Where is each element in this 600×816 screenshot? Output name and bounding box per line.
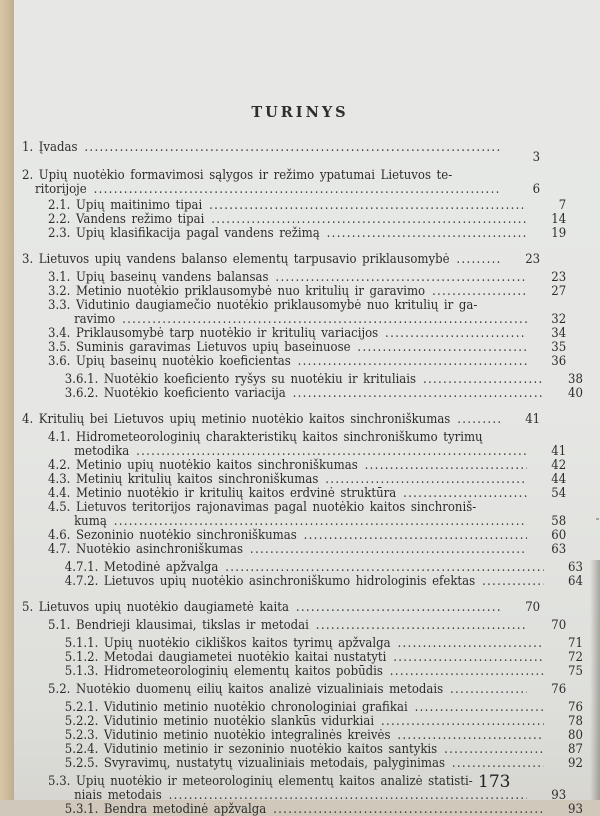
toc-entry-number: 3. [22,252,34,266]
toc-entry-5-2-4[interactable] [22,742,587,756]
toc-entry-number: 5.2.1. [64,700,99,714]
toc-entry-title: Bendrieji klausimai, tikslas ir metodai [75,618,309,632]
toc-entry-5-2-1[interactable] [22,700,587,714]
toc-entry-page: 78 [568,713,583,728]
toc-entry-title: Sezoninio nuotėkio sinchroniškumas [75,528,297,542]
toc-entry-4-5[interactable] [22,500,570,528]
toc-entry-number: 3.6.1. [64,372,99,386]
toc-entry-title: Upių baseinų nuotėkio koeficientas [75,354,291,368]
toc-entry-number: 2.3. [48,226,71,240]
toc-entry-number: 5.3.1. [64,802,99,816]
toc-entry-3-6-1[interactable] [22,372,587,386]
toc-entry-title-cont: kumą ..... [74,514,527,528]
toc-entry-number: 5.2.2. [64,714,99,728]
toc-entry-title: Metinių kritulių kaitos sinchroniškumas [75,472,319,486]
toc-entry-number: 4. [22,412,34,426]
toc-entry-number: 5. [22,600,34,614]
toc-entry-title: Upių nuotėkio ir meteorologinių elementų kaitos analizė statisti- [75,773,473,788]
toc-entry-title: Nuotėkio koeficiento variacija [103,386,286,400]
toc-entry-number: 3.4. [48,326,71,340]
table-of-contents [22,140,583,816]
toc-entry-title: Nuotėkio duomenų eilių kaitos analizė vizualiniais metodais [75,682,444,696]
toc-entry-4[interactable] [22,412,544,426]
toc-entry-5-2-2[interactable] [22,714,587,728]
toc-entry-title: Upių nuotėkio formavimosi sąlygos ir režimo ypatumai Lietuvos te- [38,167,453,182]
toc-entry-page: 42 [551,457,567,472]
toc-entry-number: 5.2. [48,682,71,696]
toc-entry-page: 58 [551,513,567,528]
toc-entry-2-2[interactable] [22,212,570,226]
toc-entry-2[interactable] [22,168,544,196]
toc-entry-1[interactable] [22,140,544,164]
toc-entry-page: 93 [551,787,567,802]
toc-entry-title-cont: ravimo ..... [74,312,527,326]
toc-entry-number: 5.1. [48,618,71,632]
toc-entry-page: 41 [525,411,541,426]
toc-entry-title-cont: niais metodais ..... [74,788,527,802]
toc-entry-title: Bendra metodinė apžvalga [103,802,267,816]
toc-entry-3-5[interactable] [22,340,570,354]
toc-entry-title: Svyravimų, nustatytų vizualiniais metodais, palyginimas [103,756,445,770]
toc-entry-title: Vidutinio metinio ir sezoninio nuotėkio kaitos santykis [103,742,438,756]
toc-entry-page: 72 [568,649,583,664]
toc-entry-4-7[interactable] [22,542,570,556]
toc-entry-title: Hidrometeorologinių elementų kaitos pobūdis [103,664,383,678]
toc-entry-5-2[interactable] [22,682,570,696]
toc-entry-5-2-3[interactable] [22,728,587,742]
toc-entry-number: 2.1. [48,198,71,212]
toc-entry-title: Lietuvos teritorijos rajonavimas pagal nuotėkio kaitos sinchroniš- [75,499,477,514]
toc-entry-number: 3.5. [48,340,71,354]
toc-entry-4-7-2[interactable] [22,574,587,588]
toc-entry-page: 23 [551,269,567,284]
toc-entry-page: 80 [568,727,583,742]
toc-entry-number: 5.2.5. [64,756,99,770]
toc-entry-title: Upių baseinų vandens balansas [75,270,269,284]
toc-entry-page: 7 [558,197,567,212]
toc-entry-title: Upių klasifikacija pagal vandens režimą [75,226,320,240]
toc-entry-number: 5.1.3. [64,664,99,678]
toc-entry-title: Hidrometeorologinių charakteristikų kaitos sinchroniškumo tyrimų [75,429,483,444]
toc-entry-4-7-1[interactable] [22,560,587,574]
toc-entry-number: 4.7. [48,542,71,556]
toc-entry-title: Metinio nuotėkio priklausomybė nuo kritulių ir garavimo [75,284,426,298]
toc-entry-title: Lietuvos upių nuotėkio asinchroniškumo hidrologinis efektas [103,574,476,588]
toc-entry-number: 4.5. [48,499,71,514]
page-number: 173 [478,772,511,792]
toc-entry-page: 27 [551,283,567,298]
toc-entry-page: 70 [525,599,541,614]
toc-entry-page: 35 [551,339,567,354]
toc-entry-title: Vidutinio daugiamečio nuotėkio priklausomybė nuo kritulių ir ga- [75,297,478,312]
page-shadow [590,560,600,800]
toc-entry-number: 4.7.2. [64,574,99,588]
toc-entry-page: 63 [551,541,567,556]
toc-entry-page: 93 [568,801,583,816]
toc-entry-page: 54 [551,485,567,500]
toc-entry-page: 87 [568,741,583,756]
toc-entry-page: 44 [551,471,567,486]
toc-entry-title: Įvadas [38,140,78,154]
toc-entry-number: 4.3. [48,472,71,486]
toc-entry-3-3[interactable] [22,298,570,326]
toc-entry-4-4[interactable] [22,486,570,500]
toc-entry-title: Lietuvos upių vandens balanso elementų tarpusavio priklausomybė [38,252,450,266]
toc-entry-3-4[interactable] [22,326,570,340]
toc-entry-title: Vidutinio metinio nuotėkio chronologiniai grafikai [103,700,408,714]
toc-entry-title: Metodai daugiametei nuotėkio kaitai nustatyti [103,650,387,664]
toc-entry-4-2[interactable] [22,458,570,472]
toc-entry-title: Priklausomybė tarp nuotėkio ir kritulių variacijos [75,326,379,340]
toc-entry-page: 36 [551,353,567,368]
toc-entry-title: Nuotėkio koeficiento ryšys su nuotėkiu ir krituliais [103,372,417,386]
toc-entry-page: 76 [568,699,583,714]
toc-entry-page: 14 [551,211,567,226]
toc-entry-page: 75 [568,663,583,678]
toc-entry-2-3[interactable] [22,226,570,240]
toc-entry-page: 38 [568,371,583,386]
toc-entry-3[interactable] [22,252,544,266]
page-title: TURINYS [251,104,349,121]
toc-entry-page: 64 [568,573,583,588]
toc-entry-page: 19 [551,225,567,240]
toc-entry-number: 2. [22,167,34,182]
toc-entry-number: 5.2.4. [64,742,99,756]
toc-entry-title: Metinio nuotėkio ir kritulių kaitos erdvinė struktūra [75,486,397,500]
toc-entry-number: 3.3. [48,297,71,312]
toc-entry-5-3-1[interactable] [22,802,587,816]
toc-entry-5-1-3[interactable] [22,664,587,678]
toc-entry-page: 3 [532,149,541,164]
toc-entry-number: 3.1. [48,270,71,284]
toc-entry-number: 3.6.2. [64,386,99,400]
toc-entry-number: 4.6. [48,528,71,542]
toc-entry-title: Metodinė apžvalga [103,560,219,574]
toc-entry-title: Kritulių bei Lietuvos upių metinio nuotėkio kaitos sinchroniškumas [38,412,451,426]
toc-entry-title: Lietuvos upių nuotėkio daugiametė kaita [38,600,289,614]
toc-entry-page: 23 [525,251,541,266]
toc-entry-title-cont: ritorijoje ..... [35,182,501,196]
toc-entry-4-1[interactable] [22,430,570,458]
toc-entry-page: 34 [551,325,567,340]
toc-entry-3-6-2[interactable] [22,386,587,400]
toc-entry-number: 4.7.1. [64,560,99,574]
toc-entry-page: 70 [551,617,567,632]
toc-entry-title: Upių nuotėkio cikliškos kaitos tyrimų apžvalga [103,636,391,650]
toc-entry-5-1-1[interactable] [22,636,587,650]
toc-entry-2-1[interactable] [22,198,570,212]
toc-entry-number: 5.3. [48,773,71,788]
toc-entry-number: 1. [22,140,34,154]
toc-entry-5[interactable] [22,600,544,614]
toc-entry-page: 6 [532,181,541,196]
toc-entry-4-6[interactable] [22,528,570,542]
paper-speck [596,518,599,520]
toc-entry-page: 60 [551,527,567,542]
toc-entry-5-1[interactable] [22,618,570,632]
toc-entry-number: 4.4. [48,486,71,500]
toc-entry-number: 5.2.3. [64,728,99,742]
toc-entry-page: 32 [551,311,567,326]
toc-entry-page: 76 [551,681,567,696]
toc-entry-number: 3.2. [48,284,71,298]
toc-entry-number: 5.1.2. [64,650,99,664]
toc-entry-number: 3.6. [48,354,71,368]
toc-entry-number: 5.1.1. [64,636,99,650]
toc-entry-title: Upių maitinimo tipai [75,198,203,212]
toc-entry-3-2[interactable] [22,284,570,298]
toc-entry-page: 63 [568,559,583,574]
toc-entry-title: Metinio upių nuotėkio kaitos sinchroniškumas [75,458,358,472]
toc-entry-title-cont: metodika ..... [74,444,527,458]
toc-entry-number: 4.2. [48,458,71,472]
toc-entry-title: Vidutinio metinio nuotėkio slankūs vidurkiai [103,714,375,728]
toc-entry-title: Suminis garavimas Lietuvos upių baseinuose [75,340,351,354]
toc-entry-number: 4.1. [48,429,71,444]
toc-entry-5-2-5[interactable] [22,756,587,770]
toc-entry-3-1[interactable] [22,270,570,284]
toc-entry-page: 71 [568,635,583,650]
toc-entry-5-1-2[interactable] [22,650,587,664]
toc-entry-page: 41 [551,443,567,458]
toc-entry-page: 92 [568,755,583,770]
toc-entry-title: Vidutinio metinio nuotėkio integralinės kreivės [103,728,391,742]
toc-entry-page: 40 [568,385,583,400]
toc-entry-title: Nuotėkio asinchroniškumas [75,542,244,556]
toc-entry-number: 2.2. [48,212,71,226]
toc-entry-title: Vandens režimo tipai [75,212,205,226]
toc-entry-3-6[interactable] [22,354,570,368]
toc-entry-4-3[interactable] [22,472,570,486]
